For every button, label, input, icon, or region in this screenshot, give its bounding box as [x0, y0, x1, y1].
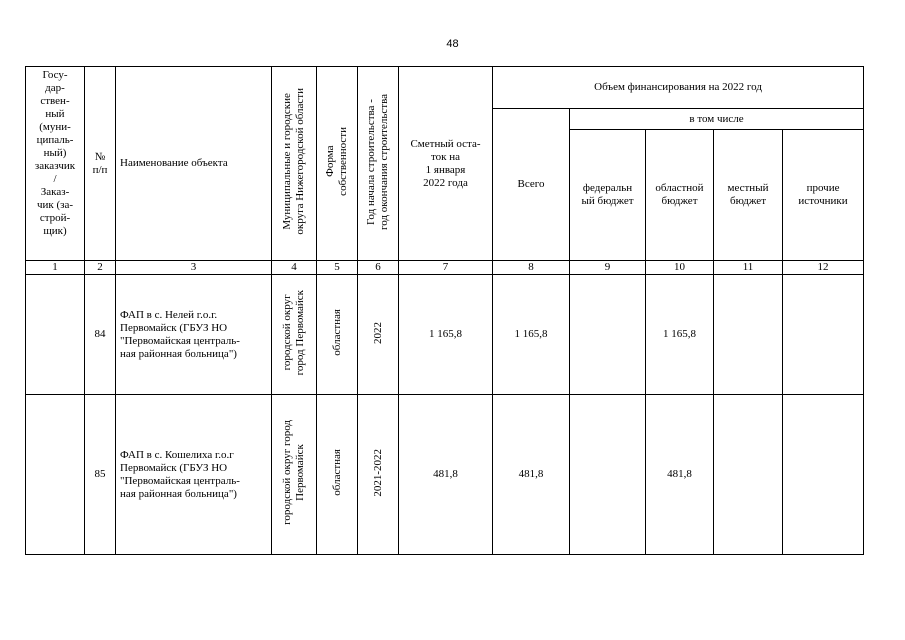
header-including: в том числе	[570, 109, 864, 130]
column-number: 10	[646, 261, 714, 275]
column-number: 2	[85, 261, 116, 275]
row-federal	[570, 395, 646, 555]
header-ownership-cell	[317, 67, 358, 261]
header-other: прочие источники	[783, 130, 864, 261]
row-municipality-cell	[272, 275, 317, 395]
header-municipality-cell	[272, 67, 317, 261]
header-municipality: Муниципальные и городские округа Нижегородской области	[281, 88, 306, 235]
column-number: 3	[116, 261, 272, 275]
funding-table	[25, 66, 864, 555]
row-total: 481,8	[493, 395, 570, 555]
page-number: 48	[446, 38, 459, 50]
table-row	[26, 275, 864, 395]
header-funding: Объем финансирования на 2022 год	[493, 67, 864, 109]
row-local	[714, 395, 783, 555]
row-other	[783, 275, 864, 395]
row-local	[714, 275, 783, 395]
column-number-row	[26, 261, 864, 275]
row-regional: 1 165,8	[646, 275, 714, 395]
column-number: 5	[317, 261, 358, 275]
row-ownership-cell	[317, 275, 358, 395]
header-local: местный бюджет	[714, 130, 783, 261]
row-estimate: 481,8	[399, 395, 493, 555]
row-estimate: 1 165,8	[399, 275, 493, 395]
column-number: 1	[26, 261, 85, 275]
row-ownership: областная	[330, 449, 343, 496]
column-number: 8	[493, 261, 570, 275]
row-object-name: ФАП в с. Кошелиха г.о.г Первомайск (ГБУЗ НО "Первомайская централь- ная районная больница")	[116, 395, 272, 555]
table-row	[26, 395, 864, 555]
row-federal	[570, 275, 646, 395]
row-years-cell	[358, 275, 399, 395]
column-number: 9	[570, 261, 646, 275]
row-num: 85	[85, 395, 116, 555]
row-municipality-cell	[272, 395, 317, 555]
row-customer	[26, 275, 85, 395]
column-number: 6	[358, 261, 399, 275]
row-municipality: городской округ город Первомайск	[281, 289, 306, 376]
column-number: 7	[399, 261, 493, 275]
header-years-cell	[358, 67, 399, 261]
header-federal: федеральн ый бюджет	[570, 130, 646, 261]
row-total: 1 165,8	[493, 275, 570, 395]
row-regional: 481,8	[646, 395, 714, 555]
header-row-1	[26, 67, 864, 109]
header-ownership: Форма собственности	[324, 127, 349, 196]
row-years: 2021-2022	[371, 448, 384, 497]
header-years: Год начала строительства - год окончания строительства	[365, 93, 390, 230]
row-object-name: ФАП в с. Нелей г.о.г. Первомайск (ГБУЗ НО "Первомайская централь- ная районная больница")	[116, 275, 272, 395]
column-number: 11	[714, 261, 783, 275]
header-num: № п/п	[85, 67, 116, 261]
row-num: 84	[85, 275, 116, 395]
header-object-name: Наименование объекта	[116, 67, 272, 261]
row-years-cell	[358, 395, 399, 555]
row-municipality: городской округ город Первомайск	[281, 420, 306, 525]
row-ownership-cell	[317, 395, 358, 555]
header-total: Всего	[493, 109, 570, 261]
column-number: 12	[783, 261, 864, 275]
row-other	[783, 395, 864, 555]
header-regional: областной бюджет	[646, 130, 714, 261]
header-customer: Госу- дар- ствен- ный (муни- ципаль- ный) заказчик / Заказ- чик (за- строй- щик)	[26, 67, 85, 261]
header-estimate: Сметный оста- ток на 1 января 2022 года	[399, 67, 493, 261]
row-ownership: областная	[330, 309, 343, 356]
row-years: 2022	[371, 321, 384, 344]
column-number: 4	[272, 261, 317, 275]
row-customer	[26, 395, 85, 555]
